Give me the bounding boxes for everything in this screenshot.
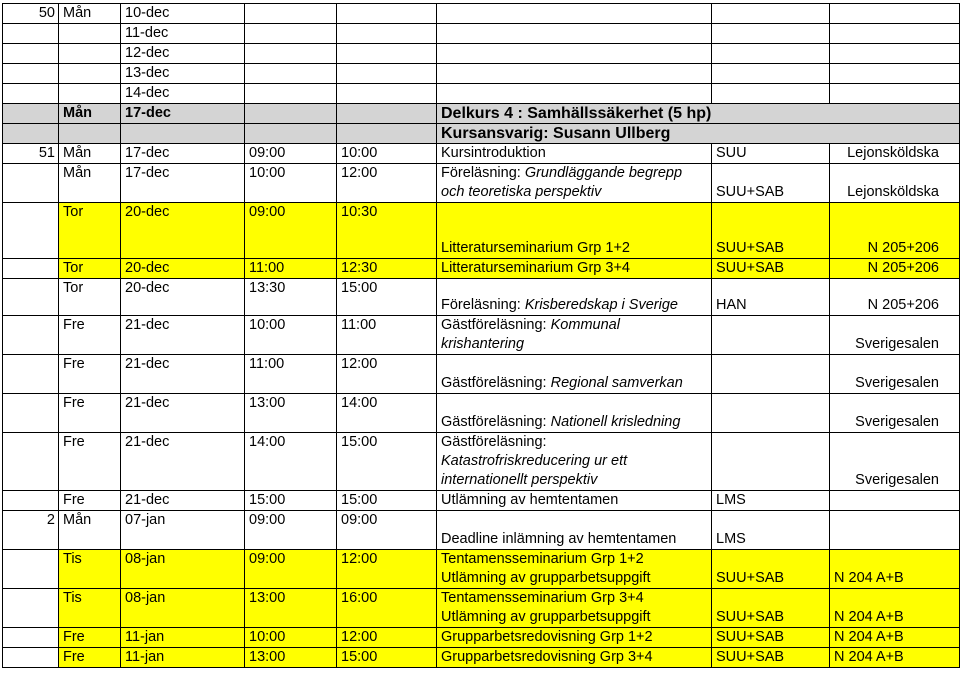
- table-row: 11-dec: [3, 24, 960, 44]
- table-row: 14-dec: [3, 84, 960, 104]
- table-row: 12-dec: [3, 44, 960, 64]
- table-row: Tor 20-dec 13:30 15:00 Föreläsning: Krisberedskap i Sverige HAN N 205+206: [3, 279, 960, 316]
- table-row: Fre 21-dec 11:00 12:00 Gästföreläsning: Regional samverkan Sverigesalen: [3, 355, 960, 394]
- section-header-row: [3, 124, 960, 144]
- table-row: Fre 11-jan 10:00 12:00 Grupparbetsredovisning Grp 1+2 SUU+SAB N 204 A+B: [3, 628, 960, 648]
- table-row: Fre 21-dec 13:00 14:00 Gästföreläsning: Nationell krisledning Sverigesalen: [3, 394, 960, 433]
- section-title: Delkurs 4 : Samhällssäkerhet (5 hp): [437, 104, 960, 124]
- table-row: 2 Mån 07-jan 09:00 09:00 Deadline inlämning av hemtentamen LMS: [3, 511, 960, 550]
- table-row: Fre 11-jan 13:00 15:00 Grupparbetsredovisning Grp 3+4 SUU+SAB N 204 A+B: [3, 648, 960, 668]
- table-row: 50 Mån 10-dec: [3, 4, 960, 24]
- table-row: Tis 08-jan 13:00 16:00 Tentamensseminarium Grp 3+4 Utlämning av grupparbetsuppgift SUU+SAB N 204 A+B: [3, 589, 960, 628]
- table-row: 51 Mån 17-dec 09:00 10:00 Kursintroduktion SUU Lejonsköldska: [3, 144, 960, 164]
- table-row: Fre 21-dec 10:00 11:00 Gästföreläsning: Kommunal krishantering Sverigesalen: [3, 316, 960, 355]
- schedule-table: [2, 3, 960, 668]
- table-row: 13-dec: [3, 64, 960, 84]
- section-header-row: Mån 17-dec Delkurs 4 : Samhällssäkerhet (5 hp): [3, 104, 960, 124]
- table-row: Tor 20-dec 09:00 10:30 Litteraturseminarium Grp 1+2 SUU+SAB N 205+206: [3, 203, 960, 259]
- table-row: Mån 17-dec 10:00 12:00 Föreläsning: Grundläggande begrepp och teoretiska perspektiv SUU+SAB Lejonsköldska: [3, 164, 960, 203]
- course-responsible: Kursansvarig: Susann Ullberg: [437, 124, 960, 144]
- table-row: Fre 21-dec 14:00 15:00 Gästföreläsning: Katastrofriskreducering ur ett internationellt perspektiv Sverigesalen: [3, 433, 960, 491]
- table-row: Fre 21-dec 15:00 15:00 Utlämning av hemtentamen LMS: [3, 491, 960, 511]
- table-row: Tis 08-jan 09:00 12:00 Tentamensseminarium Grp 1+2 Utlämning av grupparbetsuppgift SUU+SAB N 204 A+B: [3, 550, 960, 589]
- table-row: Tor 20-dec 11:00 12:30 Litteraturseminarium Grp 3+4 SUU+SAB N 205+206: [3, 259, 960, 279]
